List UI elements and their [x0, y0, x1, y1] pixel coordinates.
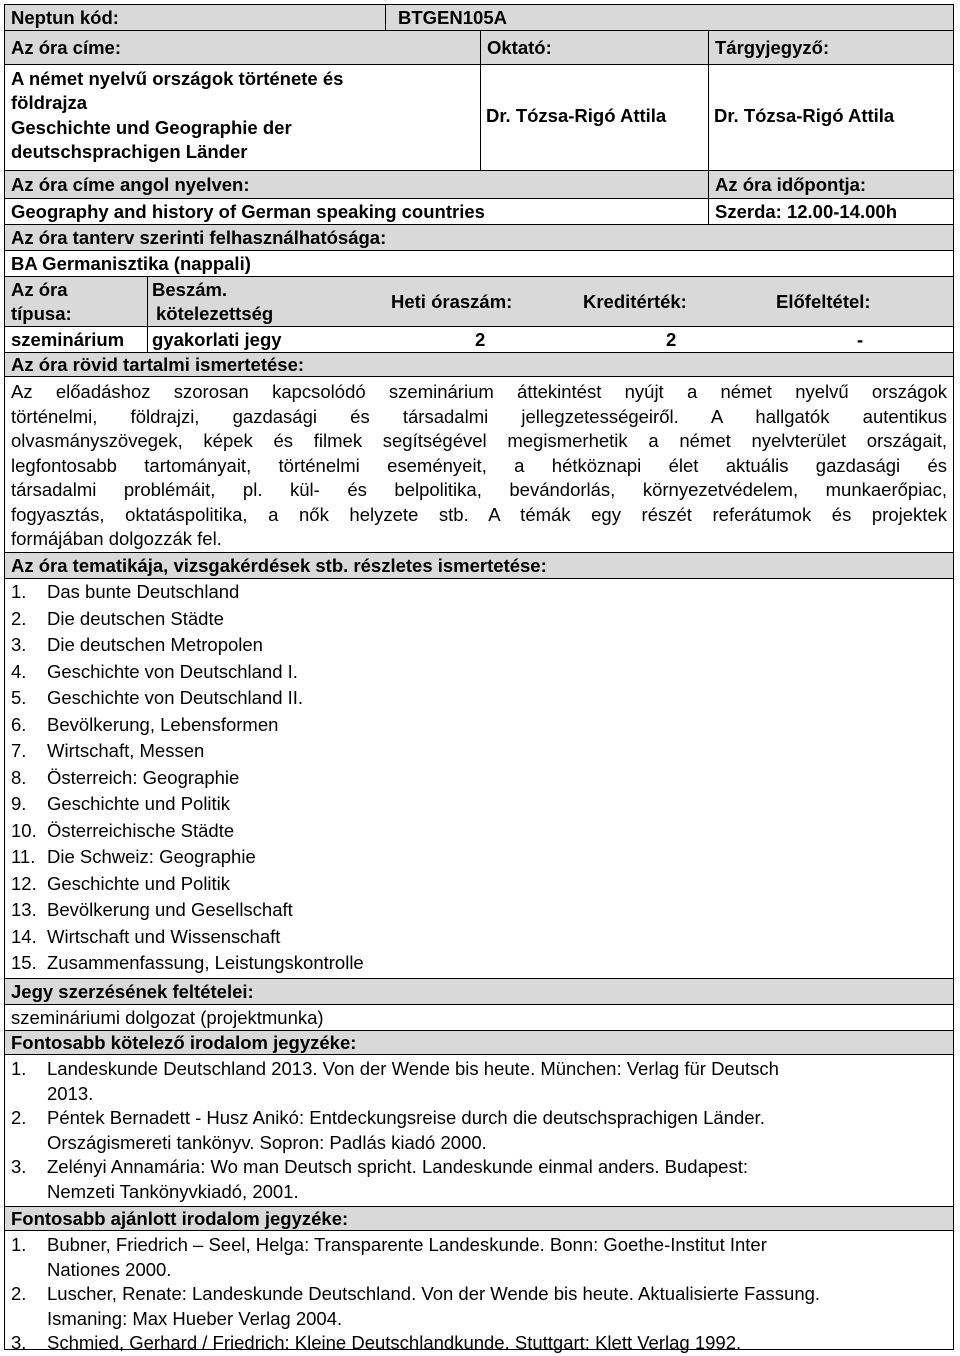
- required-lit-list: [11, 1057, 947, 1204]
- summary-line: társadalmi problémáit, pl. kül- és belpolitika, bevándorlás, környezetvédelem, munkaerőpiac,: [11, 479, 947, 500]
- neptun-row: [5, 5, 953, 31]
- time-label: Az óra időpontja:: [715, 174, 867, 195]
- usability-label: Az óra tanterv szerinti felhasználhatósága:: [11, 227, 387, 248]
- title-hu-line-2: földrajza: [11, 92, 88, 113]
- list-item: 8. Österreich: Geographie: [11, 766, 240, 788]
- title-header-row: [5, 31, 953, 65]
- responsible-value: Dr. Tózsa-Rigó Attila: [714, 105, 895, 126]
- instructor-value: Dr. Tózsa-Rigó Attila: [486, 105, 667, 126]
- grading-value: szemináriumi dolgozat (projektmunka): [11, 1007, 324, 1028]
- title-hu-line-1: A német nyelvű országok története és: [11, 68, 344, 89]
- list-item: 10. Österreichische Städte: [11, 819, 235, 841]
- responsible-label-cell: [708, 31, 953, 64]
- list-item: 7. Wirtschaft, Messen: [11, 740, 205, 761]
- req-value-cell: [147, 327, 375, 352]
- credit-label: Kreditérték:: [583, 291, 687, 312]
- time-value: Szerda: 12.00-14.00h: [715, 201, 898, 222]
- list-item: 9. Geschichte und Politik: [11, 793, 231, 814]
- recommended-lit-label-row: [5, 1207, 953, 1231]
- required-lit-label: Fontosabb kötelező irodalom jegyzéke:: [11, 1032, 357, 1053]
- neptun-value-cell: [385, 5, 953, 30]
- type-header-row: [5, 277, 953, 327]
- type-value: szeminárium: [11, 329, 125, 350]
- usability-value: BA Germanisztika (nappali): [11, 253, 251, 274]
- list-item: 4. Geschichte von Deutschland I.: [11, 660, 298, 682]
- list-item: 3. Die deutschen Metropolen: [11, 634, 263, 655]
- type-value-row: [5, 327, 953, 353]
- responsible-value-cell: [708, 65, 953, 170]
- neptun-label: Neptun kód:: [11, 7, 119, 28]
- instructor-label-cell: [480, 31, 708, 64]
- list-item: 2. Die deutschen Städte: [11, 607, 224, 629]
- list-item: 1. Bubner, Friedrich – Seel, Helga: Transparente Landeskunde. Bonn: Goethe-Institut Inter Nationes 2000.: [11, 1234, 767, 1280]
- summary-line: fogyasztás, oktatáspolitika, a nők helyzete stb. A témák egy részét referátumok és projektek: [11, 503, 947, 525]
- neptun-value: BTGEN105A: [398, 7, 507, 28]
- list-item: 3. Zelényi Annamária: Wo man Deutsch spricht. Landeskunde einmal anders. Budapest: Nemzeti Tankönyvkiadó, 2001.: [11, 1156, 748, 1202]
- course-form: [4, 4, 954, 1353]
- required-lit-label-row: [5, 1031, 953, 1055]
- title-en-label: Az óra címe angol nyelven:: [11, 174, 250, 195]
- type-label-line-1: Az óra: [11, 279, 68, 300]
- summary-line: olvasmányszövegek, képek és filmek segítségével megismerhetik a német nyelvterület országait,: [11, 430, 947, 451]
- list-item: 6. Bevölkerung, Lebensformen: [11, 713, 279, 735]
- summary-line: történelmi, földrajzi, gazdasági és társadalmi jellegzetességeiről. A hallgatók autentikus: [11, 405, 947, 427]
- list-item: 5. Geschichte von Deutschland II.: [11, 687, 304, 708]
- req-label-cell: [147, 277, 375, 326]
- title-label: Az óra címe:: [11, 37, 122, 58]
- list-item: 2. Péntek Bernadett - Husz Anikó: Entdeckungsreise durch die deutschsprachigen Länder. Országismereti tankönyv. Sopron: Padlás kiadó 2000.: [11, 1107, 765, 1153]
- list-item: 15. Zusammenfassung, Leistungskontrolle: [11, 952, 364, 973]
- grading-value-row: [5, 1005, 953, 1031]
- hours-label: Heti óraszám:: [391, 291, 513, 312]
- summary-label-row: [5, 353, 953, 377]
- req-value: gyakorlati jegy: [152, 329, 282, 350]
- usability-value-row: [5, 251, 953, 277]
- title-en-label-row: [5, 171, 953, 199]
- recommended-lit-row: [5, 1231, 953, 1353]
- list-item: 1. Das bunte Deutschland: [11, 581, 240, 602]
- summary-label: Az óra rövid tartalmi ismertetése:: [11, 354, 305, 375]
- usability-label-row: [5, 225, 953, 251]
- responsible-label: Tárgyjegyző:: [715, 37, 830, 58]
- instructor-label: Oktató:: [487, 37, 552, 58]
- hours-value: 2: [475, 329, 486, 350]
- title-de-line-1: Geschichte und Geographie der: [11, 117, 292, 138]
- grading-label: Jegy szerzésének feltételei:: [11, 981, 254, 1002]
- list-item: 12. Geschichte und Politik: [11, 872, 231, 894]
- instructor-value-cell: [480, 65, 708, 170]
- list-item: 13. Bevölkerung und Gesellschaft: [11, 899, 293, 920]
- title-en-value: Geography and history of German speaking countries: [11, 201, 485, 222]
- title-de-line-2: deutschsprachigen Länder: [11, 141, 248, 162]
- credit-value: 2: [666, 329, 677, 350]
- recommended-lit-label: Fontosabb ajánlott irodalom jegyzéke:: [11, 1208, 349, 1229]
- summary-line: legfontosabb tartományait, történelmi eseményeit, a hétköznapi élet aktuális gazdasági és: [11, 454, 947, 476]
- list-item: 2. Luscher, Renate: Landeskunde Deutschland. Von der Wende bis heute. Aktualisierte Fassung. Ismaning: Max Hueber Verlag 2004.: [11, 1283, 821, 1329]
- list-item: 3. Schmied, Gerhard / Friedrich: Kleine Deutschlandkunde. Stuttgart: Klett Verlag 1992.: [11, 1332, 742, 1353]
- title-value-row: [5, 65, 953, 171]
- topics-list-row: [5, 579, 953, 979]
- summary-line: formájában dolgozzák fel.: [11, 528, 222, 549]
- title-en-value-row: [5, 199, 953, 225]
- list-item: 1. Landeskunde Deutschland 2013. Von der Wende bis heute. München: Verlag für Deutsch 2013.: [11, 1058, 779, 1104]
- req-label-line-2: kötelezettség: [156, 303, 274, 324]
- topics-label-row: [5, 553, 953, 579]
- summary-line: Az előadáshoz szorosan kapcsolódó szeminárium áttekintést nyújt a német nyelvű országok: [11, 381, 947, 402]
- time-label-cell: [708, 171, 953, 198]
- prereq-value: -: [857, 329, 864, 350]
- prereq-label: Előfeltétel:: [776, 291, 871, 312]
- time-value-cell: [708, 199, 953, 224]
- summary-text: [11, 380, 947, 552]
- summary-text-row: [5, 377, 953, 553]
- type-label-line-2: típusa:: [11, 303, 72, 324]
- list-item: 14. Wirtschaft und Wissenschaft: [11, 925, 281, 947]
- req-label-line-1: Beszám.: [152, 279, 228, 300]
- list-item: 11. Die Schweiz: Geographie: [11, 846, 256, 867]
- topics-label: Az óra tematikája, vizsgakérdések stb. részletes ismertetése:: [11, 555, 547, 576]
- grading-label-row: [5, 979, 953, 1005]
- topics-list: [11, 579, 947, 977]
- required-lit-row: [5, 1055, 953, 1207]
- recommended-lit-list: [11, 1233, 947, 1356]
